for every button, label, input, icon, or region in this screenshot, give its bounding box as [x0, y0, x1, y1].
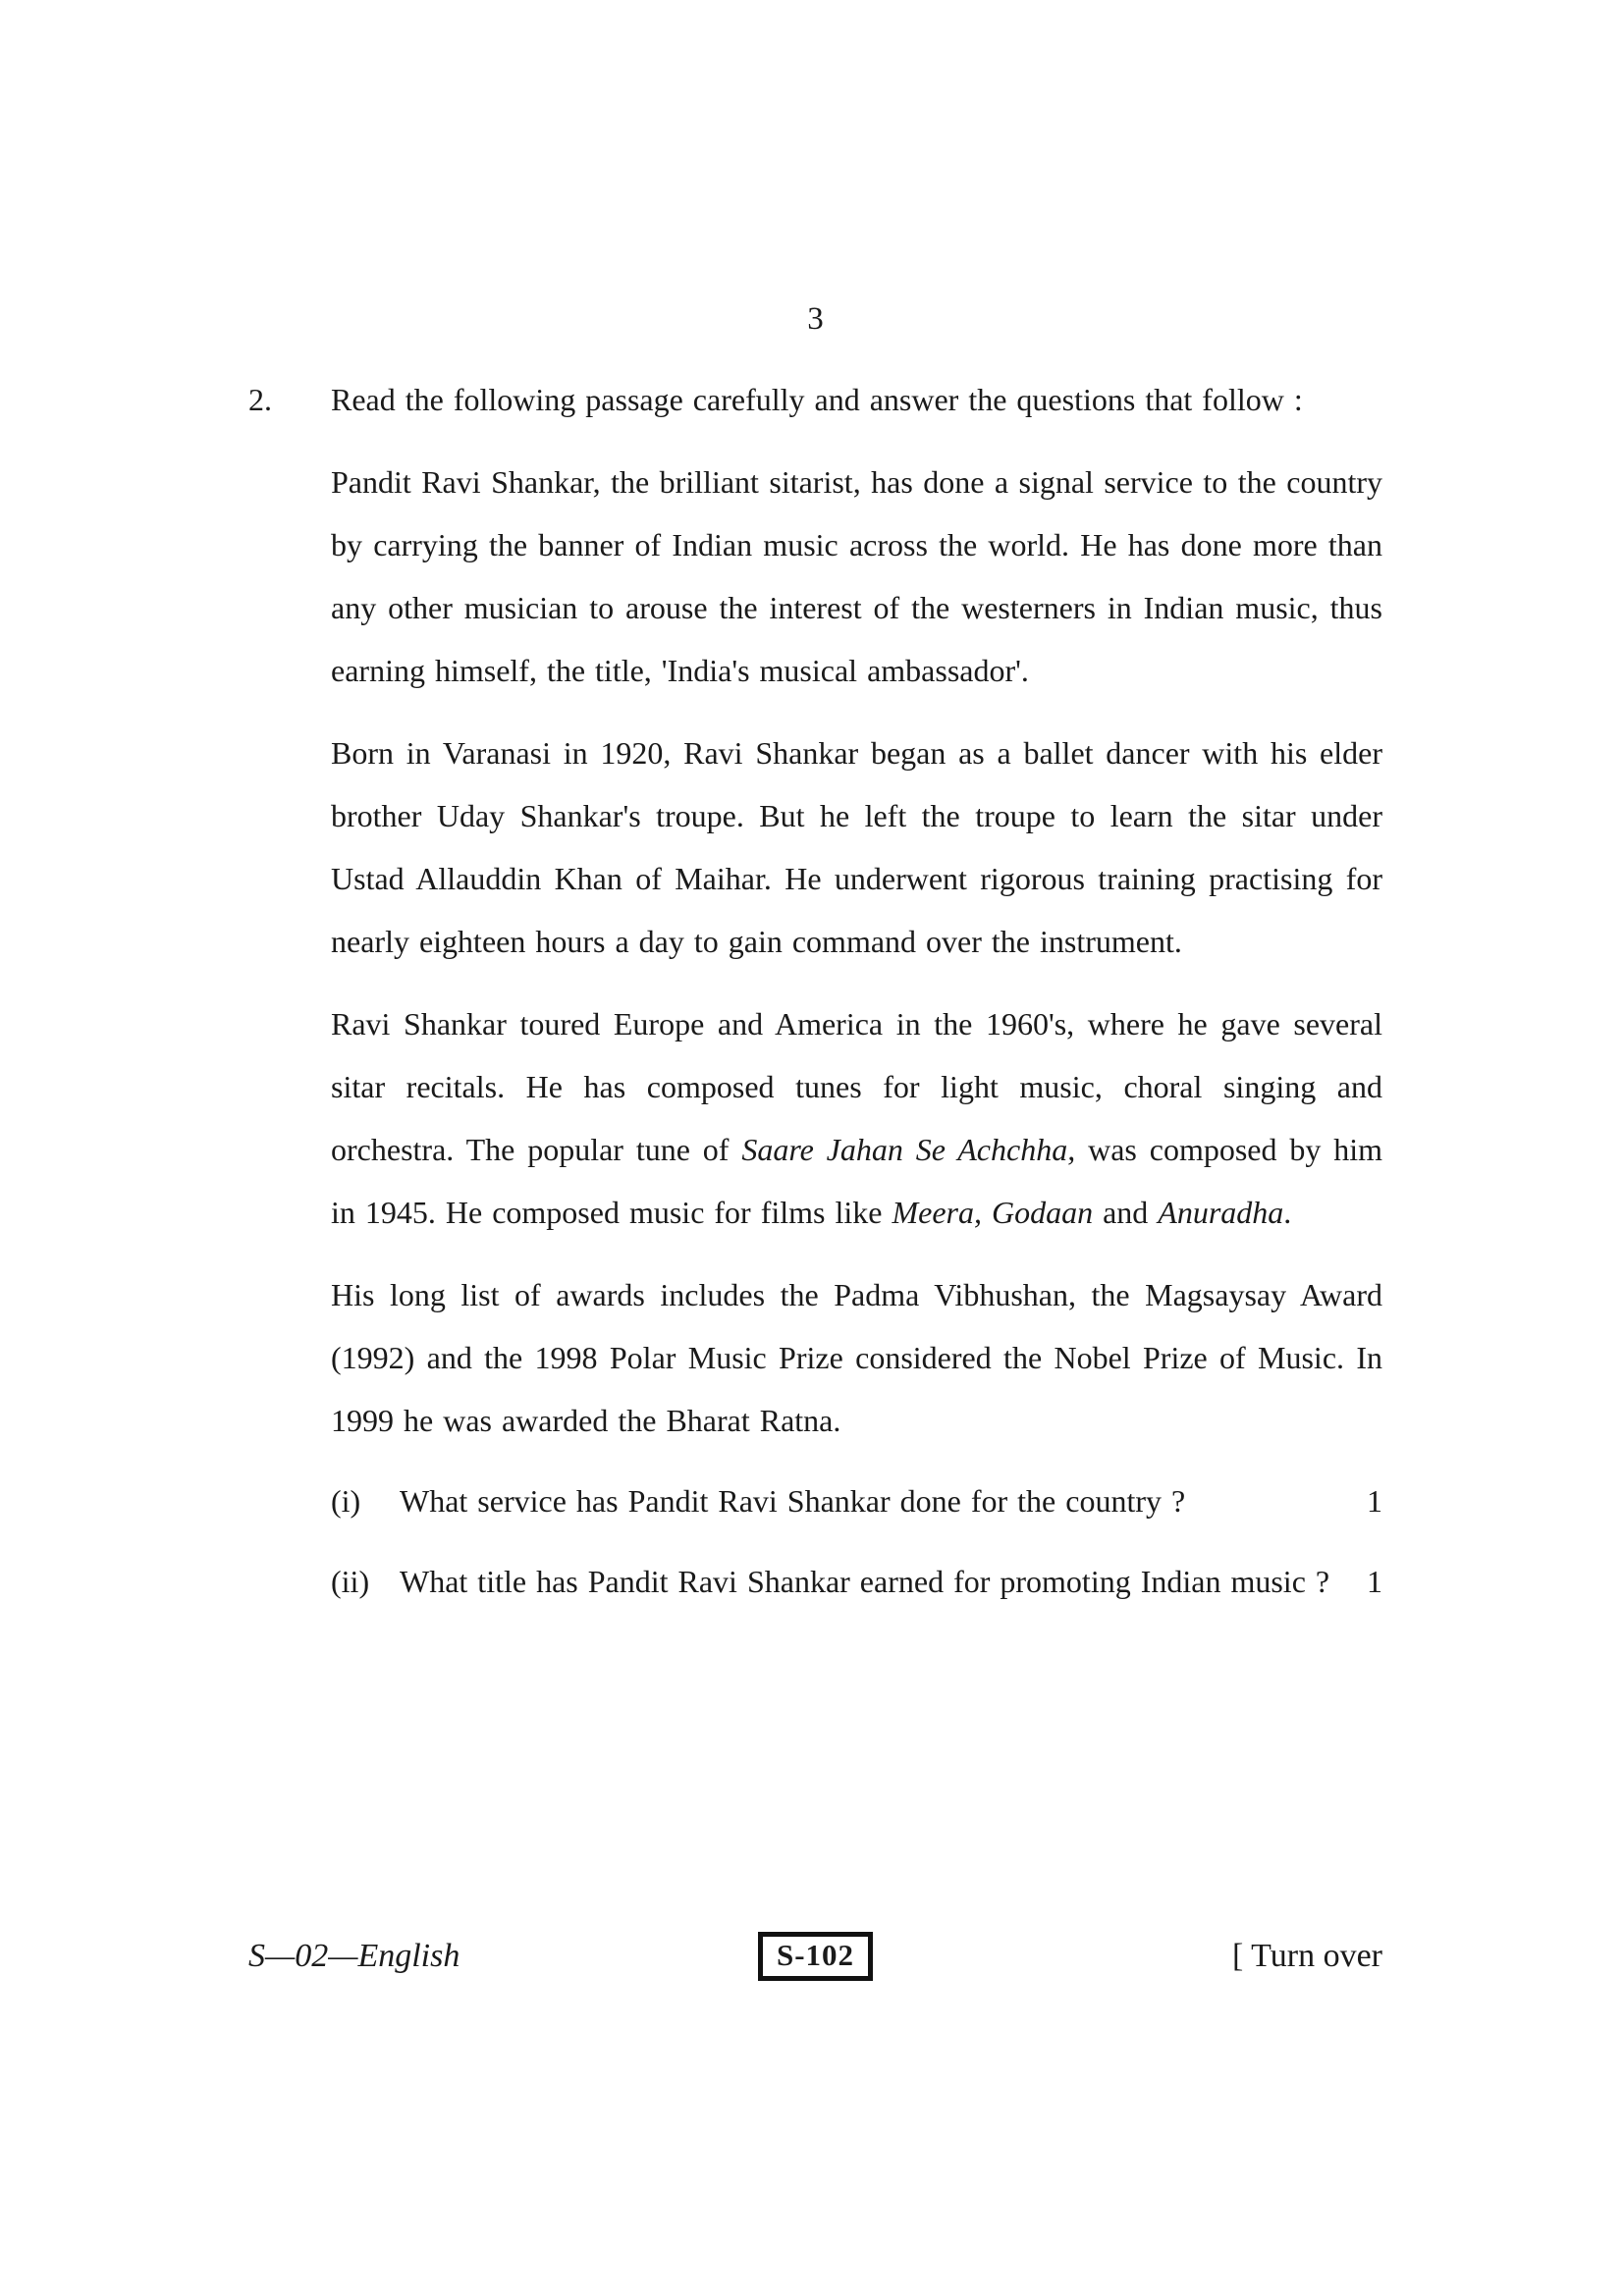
subquestion-i — [331, 1469, 1382, 1532]
p3-film-anuradha: Anuradha — [1158, 1195, 1284, 1230]
p3-text: Ravi Shankar toured Europe and America in the 1960's, where he gave several sitar recitals. He has composed tunes for light music, choral singing and orchestra. The popular tune of — [331, 1006, 1382, 1167]
passage-paragraph-3 — [331, 992, 1382, 1244]
passage-paragraph-1: Pandit Ravi Shankar, the brilliant sitarist, has done a signal service to the country by carrying the banner of Indian music across the world. He has done more than any other musician to arouse the interest of the westerners in Indian music, thus earning himself, the title, 'India's musical ambassador'. — [331, 464, 1382, 688]
page-content — [248, 299, 1382, 1613]
paper-code-left: S—02—English — [248, 1938, 460, 1974]
p3-film-godaan: Godaan — [991, 1195, 1094, 1230]
p3-film-meera: Meera, — [892, 1195, 982, 1230]
p3-text: and — [1093, 1195, 1159, 1230]
turn-over-label: [ Turn over — [1231, 1938, 1382, 1974]
p3-text: . — [1283, 1195, 1292, 1230]
subquestion-ii-text: What title has Pandit Ravi Shankar earned for promoting Indian music ? — [400, 1564, 1330, 1599]
p3-text: was composed by him in 1945. He composed music for films like — [331, 1132, 1383, 1230]
p3-title-saare-jahan: Saare Jahan Se Achchha, — [741, 1132, 1076, 1167]
subquestion-ii — [331, 1550, 1382, 1613]
subquestion-i-text: What service has Pandit Ravi Shankar done for the country ? — [400, 1483, 1186, 1519]
passage-paragraph-2: Born in Varanasi in 1920, Ravi Shankar began as a ballet dancer with his elder brother Uday Shankar's troupe. But he left the troupe to learn the sitar under Ustad Allauddin Khan of Maihar. He underwent rigorous training practising for nearly eighteen hours a day to gain command over the instrument. — [331, 735, 1382, 959]
question-body — [331, 368, 1382, 1613]
paper-code-center — [758, 1932, 873, 1981]
page-footer — [248, 1932, 1382, 1981]
paper-code-box: S-102 — [758, 1932, 873, 1981]
passage-paragraph-4: His long list of awards includes the Padma Vibhushan, the Magsaysay Award (1992) and the 1998 Polar Music Prize considered the Nobel Prize of Music. In 1999 he was awarded the Bharat Ratna. — [331, 1277, 1382, 1438]
question-2-block — [248, 368, 1382, 1613]
page-number: 3 — [807, 301, 824, 337]
question-prompt: Read the following passage carefully and answer the questions that follow : — [331, 382, 1303, 417]
question-number: 2. — [248, 382, 272, 417]
p3-text — [982, 1195, 992, 1230]
subquestion-i-marks: 1 — [1367, 1483, 1382, 1519]
subquestion-ii-number: (ii) — [331, 1564, 370, 1599]
subquestion-ii-marks: 1 — [1367, 1564, 1382, 1599]
subquestion-i-number: (i) — [331, 1483, 361, 1519]
